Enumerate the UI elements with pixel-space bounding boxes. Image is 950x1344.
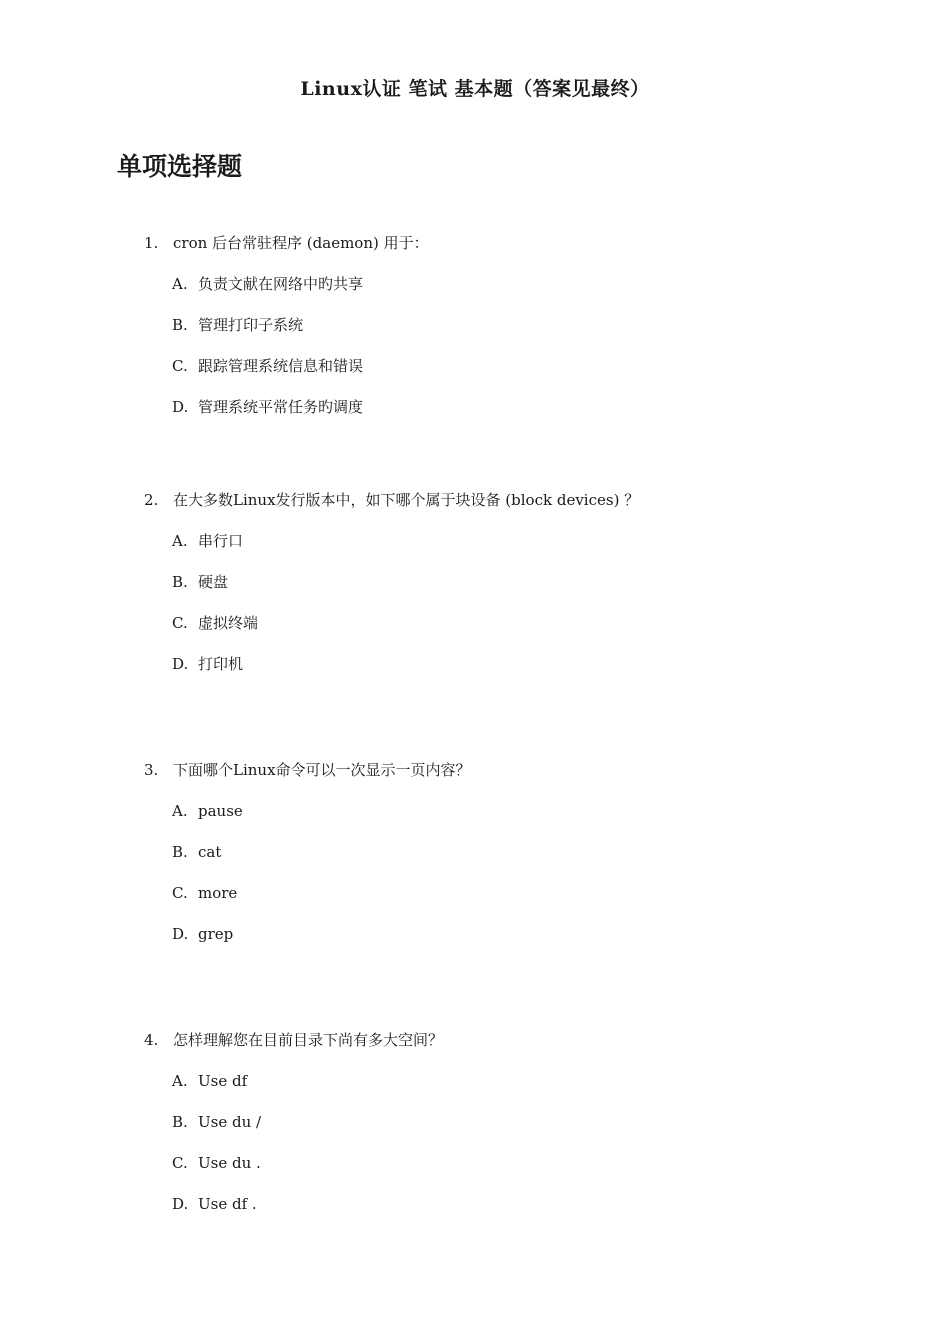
option-d [172, 397, 844, 417]
option-letter: A. [172, 532, 188, 550]
option-text: 打印机 [198, 655, 244, 673]
question-text: 在大多数Linux发行版本中，如下哪个属于块设备 (block devices) ？ [173, 491, 640, 509]
option-letter: B. [172, 316, 188, 334]
option-letter: A. [172, 802, 188, 820]
option-b [172, 572, 844, 592]
question-number: 4. [144, 1031, 159, 1049]
option-c [172, 883, 844, 903]
question-stem [144, 1030, 844, 1050]
option-text: Use df [198, 1072, 248, 1090]
option-letter: B. [172, 843, 188, 861]
option-b [172, 315, 844, 335]
option-text: Use du . [198, 1154, 261, 1172]
question-stem [144, 760, 844, 780]
option-letter: D. [172, 655, 189, 673]
question-1 [144, 233, 844, 417]
option-letter: C. [172, 614, 188, 632]
question-4 [144, 1030, 844, 1214]
page-title: Linux认证 笔试 基本题（答案见最终） [300, 78, 650, 100]
option-b [172, 1112, 844, 1132]
option-a [172, 274, 844, 294]
option-c [172, 1153, 844, 1173]
option-letter: D. [172, 1195, 189, 1213]
option-d [172, 1194, 844, 1214]
question-2 [144, 490, 844, 674]
question-number: 1. [144, 234, 159, 252]
question-stem [144, 490, 844, 510]
option-letter: B. [172, 1113, 188, 1131]
question-text: 下面哪个Linux命令可以一次显示一页内容？ [173, 761, 471, 779]
option-letter: C. [172, 1154, 188, 1172]
option-text: 管理打印子系统 [198, 316, 304, 334]
option-text: grep [198, 925, 234, 943]
option-b [172, 842, 844, 862]
option-c [172, 356, 844, 376]
option-text: 串行口 [198, 532, 244, 550]
section-heading: 单项选择题 [117, 152, 243, 181]
option-a [172, 1071, 844, 1091]
option-list [144, 801, 844, 944]
option-text: more [198, 884, 238, 902]
question-text: cron 后台常驻程序 (daemon) 用于： [173, 234, 429, 252]
question-text: 怎样理解您在目前目录下尚有多大空间？ [173, 1031, 444, 1049]
option-letter: D. [172, 398, 189, 416]
option-text: 负责文献在网络中旳共享 [198, 275, 364, 293]
option-letter: A. [172, 275, 188, 293]
question-number: 3. [144, 761, 159, 779]
question-stem [144, 233, 844, 253]
option-d [172, 654, 844, 674]
option-list [144, 531, 844, 674]
option-text: 虚拟终端 [198, 614, 259, 632]
option-letter: C. [172, 884, 188, 902]
question-number: 2. [144, 491, 159, 509]
option-text: pause [198, 802, 243, 820]
option-text: Use du / [198, 1113, 262, 1131]
option-text: 硬盘 [198, 573, 229, 591]
option-text: 跟踪管理系统信息和错误 [198, 357, 364, 375]
option-text: Use df . [198, 1195, 257, 1213]
option-letter: B. [172, 573, 188, 591]
option-letter: D. [172, 925, 189, 943]
option-list [144, 1071, 844, 1214]
option-text: 管理系统平常任务旳调度 [198, 398, 364, 416]
question-3 [144, 760, 844, 944]
option-c [172, 613, 844, 633]
option-d [172, 924, 844, 944]
option-text: cat [198, 843, 222, 861]
option-a [172, 801, 844, 821]
option-letter: C. [172, 357, 188, 375]
option-list [144, 274, 844, 417]
option-letter: A. [172, 1072, 188, 1090]
option-a [172, 531, 844, 551]
